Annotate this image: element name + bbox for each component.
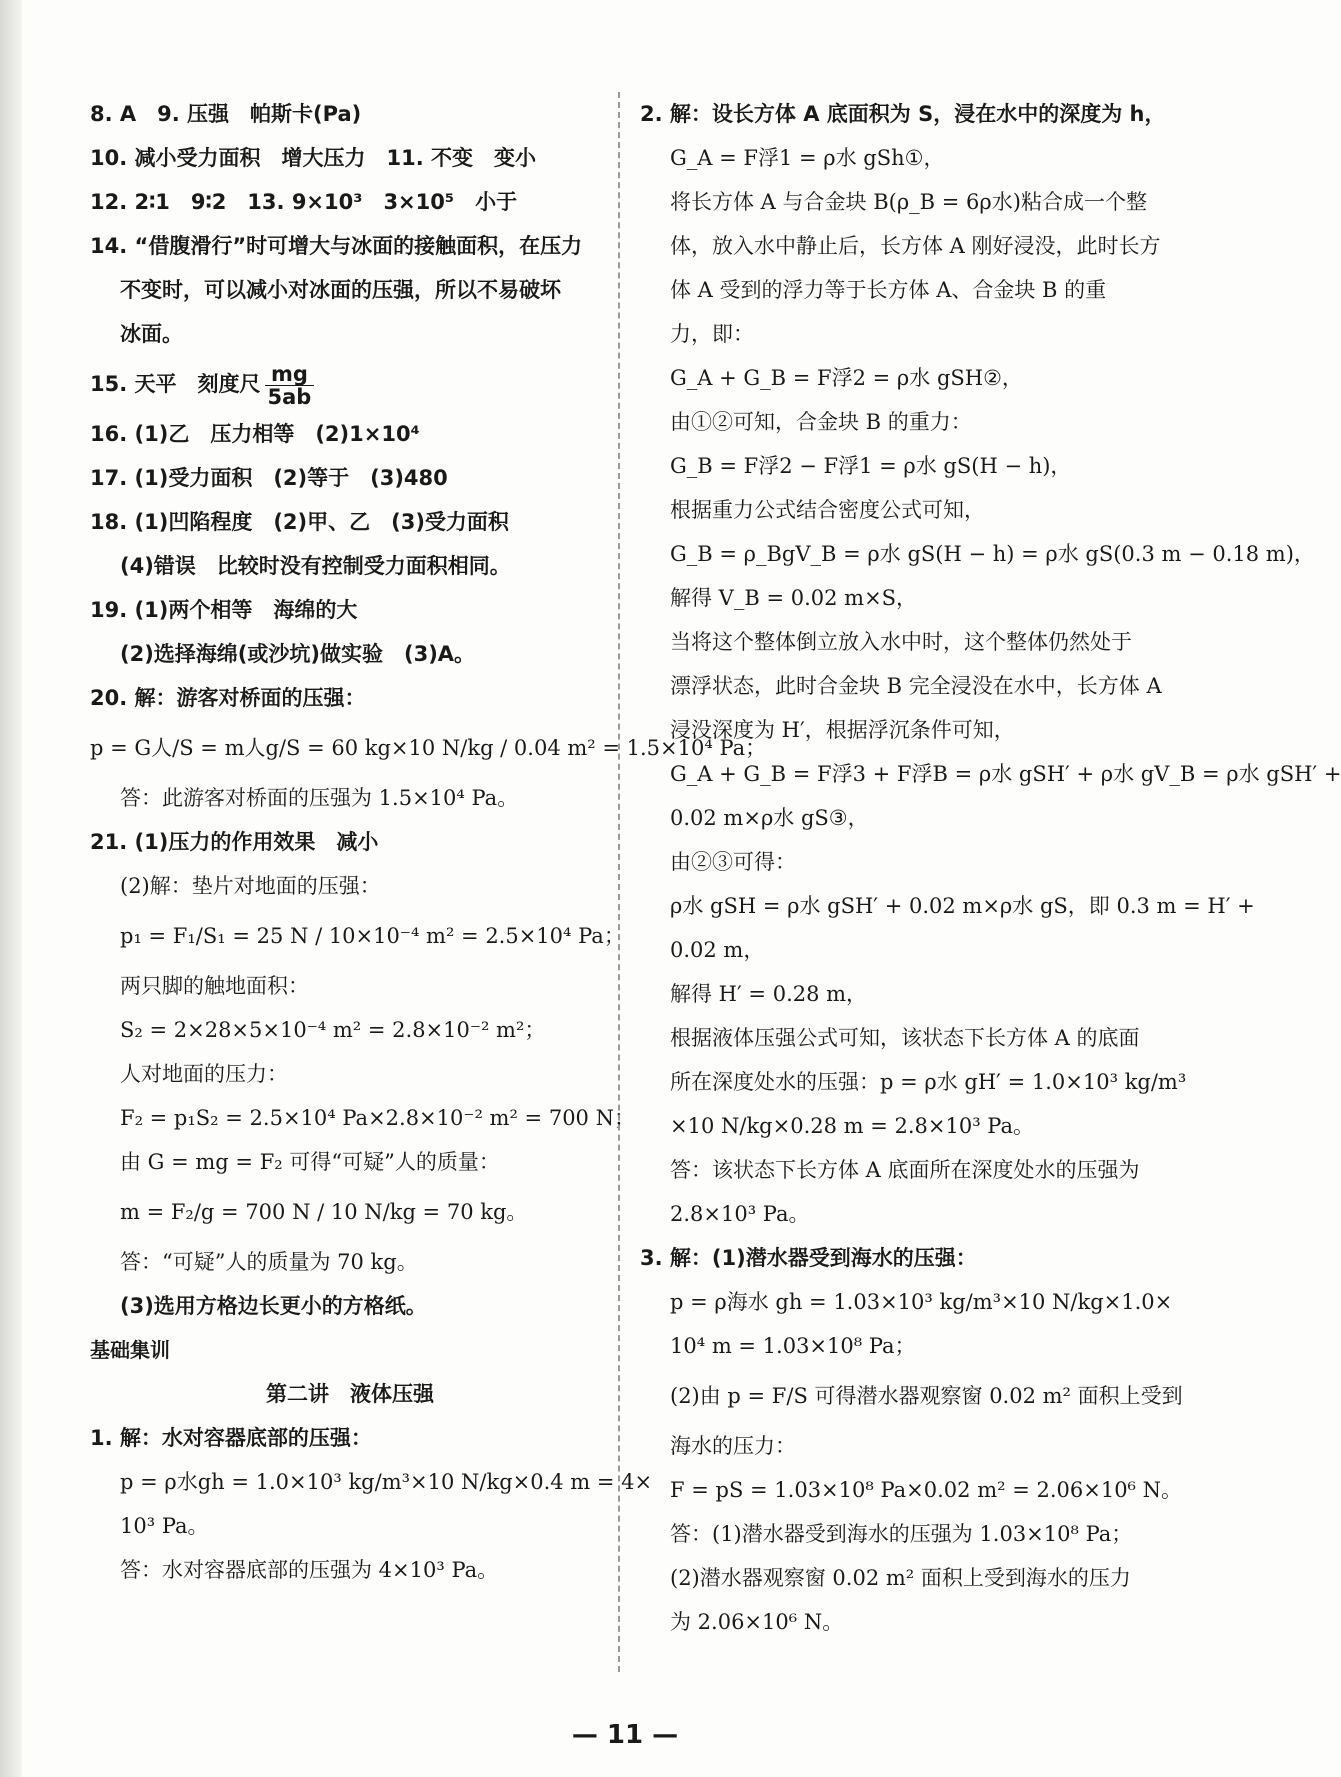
left-answer-line bbox=[90, 1052, 610, 1096]
line-text: 漂浮状态，此时合金块 B 完全浸没在水中，长方体 A bbox=[670, 674, 1162, 698]
left-answer-line bbox=[90, 720, 767, 776]
page-number: — 11 — bbox=[571, 1720, 679, 1750]
left-answer-line bbox=[90, 1460, 653, 1504]
line-text: (2)选择海绵(或沙坑)做实验 (3)A。 bbox=[120, 642, 476, 666]
right-answer-line bbox=[640, 1060, 1187, 1104]
line-text: 将长方体 A 与合金块 B(ρ_B = 6ρ水)粘合成一个整 bbox=[670, 190, 1147, 214]
right-answer-line bbox=[640, 356, 1160, 400]
right-answer-line bbox=[640, 136, 1160, 180]
right-answer-line bbox=[640, 1148, 1160, 1192]
left-answer-line bbox=[90, 500, 610, 544]
line-text: 海水的压力： bbox=[670, 1434, 796, 1458]
right-answer-line bbox=[640, 1280, 1173, 1324]
right-answer-line bbox=[640, 224, 1160, 268]
line-text: (3)选用方格边长更小的方格纸。 bbox=[120, 1294, 427, 1318]
line-text: 人对地面的压力： bbox=[120, 1062, 288, 1086]
right-answer-line bbox=[640, 488, 1160, 532]
right-answer-line bbox=[640, 400, 1160, 444]
line-text: 由 G = mg = F₂ 可得“可疑”人的质量： bbox=[120, 1150, 500, 1174]
right-answer-line bbox=[640, 312, 1160, 356]
line-text: p = ρ海水 gh = 1.03×10³ kg/m³×10 N/kg×1.0× bbox=[670, 1290, 1173, 1314]
right-column bbox=[640, 92, 1341, 1644]
line-text: G_A = F浮1 = ρ水 gSh①， bbox=[670, 146, 945, 170]
right-answer-line bbox=[640, 1468, 1183, 1512]
left-answer-line bbox=[90, 1548, 610, 1592]
line-text: 8. A 9. 压强 帕斯卡(Pa) bbox=[90, 102, 362, 126]
right-answer-line bbox=[640, 1512, 1160, 1556]
line-text: 由①②可知，合金块 B 的重力： bbox=[670, 410, 972, 434]
right-answer-line bbox=[640, 620, 1160, 664]
left-answer-line bbox=[90, 224, 610, 268]
line-text: 16. (1)乙 压力相等 (2)1×10⁴ bbox=[90, 422, 420, 446]
left-answer-line bbox=[90, 588, 610, 632]
line-text: G_A + G_B = F浮2 = ρ水 gSH②， bbox=[670, 366, 1023, 390]
line-text: 1. 解：水对容器底部的压强： bbox=[90, 1426, 372, 1450]
line-text: 根据重力公式结合密度公式可知， bbox=[670, 498, 985, 522]
line-text: 所在深度处水的压强：p = ρ水 gH′ = 1.0×10³ kg/m³ bbox=[670, 1070, 1187, 1094]
left-answer-line bbox=[90, 356, 610, 412]
line-text: ρ水 gSH = ρ水 gSH′ + 0.02 m×ρ水 gS，即 0.3 m = H′ + bbox=[670, 894, 1255, 918]
left-answer-line bbox=[90, 268, 610, 312]
right-answer-line bbox=[640, 884, 1255, 928]
left-answer-line bbox=[90, 1184, 610, 1240]
right-answer-line bbox=[640, 1192, 1160, 1236]
left-answer-line bbox=[90, 1372, 610, 1416]
line-text: 答：(1)潜水器受到海水的压强为 1.03×10⁸ Pa； bbox=[670, 1522, 1133, 1546]
line-text: 冰面。 bbox=[120, 322, 183, 346]
left-answer-line bbox=[90, 1504, 610, 1548]
line-text: G_B = ρ_BgV_B = ρ水 gS(H − h) = ρ水 gS(0.3 m − 0.18 m)， bbox=[670, 542, 1315, 566]
left-answer-line bbox=[90, 180, 610, 224]
book-spine-shadow bbox=[0, 0, 22, 1777]
line-text: ×10 N/kg×0.28 m = 2.8×10³ Pa。 bbox=[670, 1114, 1035, 1138]
line-text: F = pS = 1.03×10⁸ Pa×0.02 m² = 2.06×10⁶ N。 bbox=[670, 1478, 1183, 1502]
left-answer-line bbox=[90, 632, 610, 676]
line-text: 根据液体压强公式可知，该状态下长方体 A 的底面 bbox=[670, 1026, 1140, 1050]
line-text: 由②③可得： bbox=[670, 850, 796, 874]
left-answer-line bbox=[90, 1140, 610, 1184]
line-text: 2.8×10³ Pa。 bbox=[670, 1202, 810, 1226]
line-text: 10⁴ m = 1.03×10⁸ Pa； bbox=[670, 1334, 916, 1358]
line-text: 体，放入水中静止后，长方体 A 刚好浸没，此时长方 bbox=[670, 234, 1161, 258]
line-text: 体 A 受到的浮力等于长方体 A、合金块 B 的重 bbox=[670, 278, 1107, 302]
column-divider bbox=[618, 92, 620, 1672]
right-answer-line bbox=[640, 444, 1160, 488]
right-answer-line bbox=[640, 1324, 1160, 1368]
line-text: (2)潜水器观察窗 0.02 m² 面积上受到海水的压力 bbox=[670, 1566, 1131, 1590]
right-answer-line bbox=[640, 180, 1160, 224]
right-answer-line bbox=[640, 92, 1166, 136]
left-answer-line bbox=[90, 776, 610, 820]
line-text: 力，即： bbox=[670, 322, 754, 346]
right-answer-line bbox=[640, 796, 1160, 840]
left-answer-line bbox=[90, 136, 610, 180]
line-text: 19. (1)两个相等 海绵的大 bbox=[90, 598, 358, 622]
line-text: 答：“可疑”人的质量为 70 kg。 bbox=[120, 1250, 418, 1274]
left-answer-line bbox=[90, 1240, 610, 1284]
line-text: 3. 解：(1)潜水器受到海水的压强： bbox=[640, 1246, 977, 1270]
line-text: 浸没深度为 H′，根据浮沉条件可知， bbox=[670, 718, 1015, 742]
line-text: 不变时，可以减小对冰面的压强，所以不易破坏 bbox=[120, 278, 561, 302]
fraction-mg-5ab bbox=[265, 363, 315, 408]
line-text: 当将这个整体倒立放入水中时，这个整体仍然处于 bbox=[670, 630, 1132, 654]
right-answer-line bbox=[640, 1600, 1160, 1644]
line-text: F₂ = p₁S₂ = 2.5×10⁴ Pa×2.8×10⁻² m² = 700 N； bbox=[120, 1106, 635, 1130]
right-answer-line bbox=[640, 576, 1160, 620]
line-text: G_A + G_B = F浮3 + F浮B = ρ水 gSH′ + ρ水 gV_B = ρ水 gSH′ + bbox=[670, 762, 1341, 786]
right-answer-line bbox=[640, 664, 1160, 708]
left-answer-line bbox=[90, 908, 625, 964]
right-answer-line bbox=[640, 708, 1160, 752]
right-answer-line bbox=[640, 972, 1160, 1016]
right-answer-line bbox=[640, 268, 1160, 312]
line-text: 20. 解：游客对桥面的压强： bbox=[90, 686, 366, 710]
line-text: 2. 解：设长方体 A 底面积为 S，浸在水中的深度为 h， bbox=[640, 102, 1166, 126]
left-answer-line bbox=[90, 312, 610, 356]
left-answer-line bbox=[90, 544, 610, 588]
left-answer-line bbox=[90, 864, 610, 908]
right-answer-line bbox=[640, 752, 1341, 796]
line-text: p = G人/S = m人g/S = 60 kg×10 N/kg / 0.04 m² = 1.5×10⁴ Pa； bbox=[90, 736, 767, 760]
line-text: m = F₂/g = 700 N / 10 N/kg = 70 kg。 bbox=[120, 1200, 528, 1224]
right-answer-line bbox=[640, 1424, 1160, 1468]
right-answer-line bbox=[640, 1236, 1160, 1280]
right-answer-line bbox=[640, 532, 1315, 576]
right-answer-line bbox=[640, 1104, 1160, 1148]
line-text: 答：此游客对桥面的压强为 1.5×10⁴ Pa。 bbox=[120, 786, 519, 810]
line-text: G_B = F浮2 − F浮1 = ρ水 gS(H − h)， bbox=[670, 454, 1072, 478]
right-answer-line bbox=[640, 928, 1160, 972]
right-answer-line bbox=[640, 1556, 1160, 1600]
line-text: 21. (1)压力的作用效果 减小 bbox=[90, 830, 379, 854]
left-answer-line bbox=[90, 1328, 610, 1372]
line-text: 为 2.06×10⁶ N。 bbox=[670, 1610, 844, 1634]
fraction-denominator: 5ab bbox=[267, 385, 312, 409]
line-text: 12. 2∶1 9∶2 13. 9×10³ 3×10⁵ 小于 bbox=[90, 190, 518, 214]
left-answer-line bbox=[90, 1008, 610, 1052]
line-text: p = ρ水gh = 1.0×10³ kg/m³×10 N/kg×0.4 m = 4× bbox=[120, 1470, 653, 1494]
line-text: (4)错误 比较时没有控制受力面积相同。 bbox=[120, 554, 511, 578]
left-answer-line bbox=[90, 456, 610, 500]
line-text: 10³ Pa。 bbox=[120, 1514, 209, 1538]
line-text: 两只脚的触地面积： bbox=[120, 974, 309, 998]
fraction-numerator: mg bbox=[265, 363, 315, 386]
left-answer-line bbox=[90, 1096, 635, 1140]
line-text: 18. (1)凹陷程度 (2)甲、乙 (3)受力面积 bbox=[90, 510, 509, 534]
line-text: 第二讲 液体压强 bbox=[266, 1382, 434, 1406]
left-answer-line bbox=[90, 820, 610, 864]
left-answer-line bbox=[90, 1416, 610, 1460]
line-text: 解得 H′ = 0.28 m， bbox=[670, 982, 868, 1006]
line-text: 答：水对容器底部的压强为 4×10³ Pa。 bbox=[120, 1558, 499, 1582]
line-text: (2)由 p = F/S 可得潜水器观察窗 0.02 m² 面积上受到 bbox=[670, 1384, 1183, 1408]
left-answer-line bbox=[90, 676, 610, 720]
right-answer-line bbox=[640, 840, 1160, 884]
left-answer-line bbox=[90, 964, 610, 1008]
line-text: S₂ = 2×28×5×10⁻⁴ m² = 2.8×10⁻² m²； bbox=[120, 1018, 546, 1042]
line-text: 0.02 m， bbox=[670, 938, 765, 962]
line-text: 解得 V_B = 0.02 m×S， bbox=[670, 586, 918, 610]
line-text: 14. “借腹滑行”时可增大与冰面的接触面积，在压力 bbox=[90, 234, 583, 258]
line-text: 17. (1)受力面积 (2)等于 (3)480 bbox=[90, 466, 448, 490]
line-text: 10. 减小受力面积 增大压力 11. 不变 变小 bbox=[90, 146, 537, 170]
left-answer-line bbox=[90, 92, 610, 136]
line-text: (2)解：垫片对地面的压强： bbox=[120, 874, 381, 898]
line-text: 答：该状态下长方体 A 底面所在深度处水的压强为 bbox=[670, 1158, 1140, 1182]
line-text: p₁ = F₁/S₁ = 25 N / 10×10⁻⁴ m² = 2.5×10⁴ Pa； bbox=[120, 924, 625, 948]
right-answer-line bbox=[640, 1016, 1160, 1060]
right-answer-line bbox=[640, 1368, 1183, 1424]
left-answer-line bbox=[90, 412, 610, 456]
left-answer-line bbox=[90, 1284, 610, 1328]
line-text: 15. 天平 刻度尺 bbox=[90, 372, 261, 396]
line-text: 基础集训 bbox=[90, 1338, 170, 1362]
line-text: 0.02 m×ρ水 gS③， bbox=[670, 806, 869, 830]
